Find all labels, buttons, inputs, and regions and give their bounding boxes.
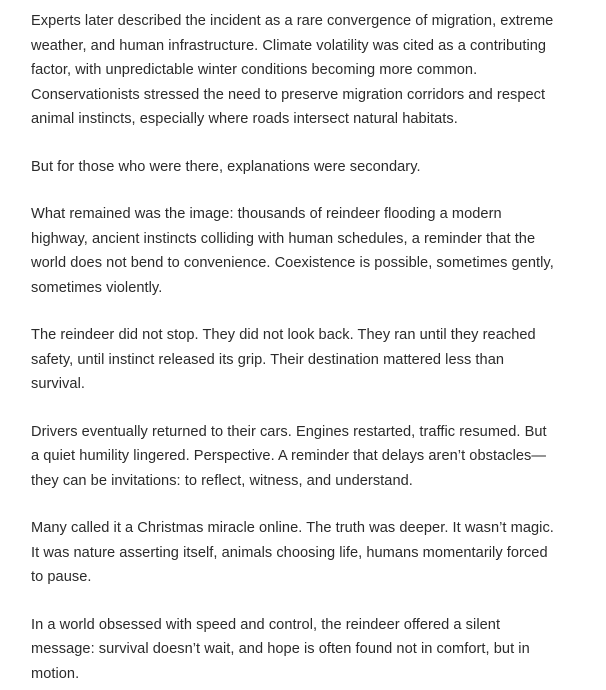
paragraph-image: What remained was the image: thousands of reindeer flooding a modern highway, ancient instincts colliding with human schedules, a reminder that the world does not bend to convenience. Coexistence is possible, sometimes gently, sometimes violently. bbox=[31, 206, 554, 296]
paragraph-christmas-miracle: Many called it a Christmas miracle online. The truth was deeper. It wasn’t magic. It was nature asserting itself, animals choosing life, humans momentarily forced to pause. bbox=[31, 520, 554, 585]
paragraph-drivers: Drivers eventually returned to their cars. Engines restarted, traffic resumed. But a quiet humility lingered. Perspective. A reminder that delays aren’t obstacles— they can be invitations: to reflect, witness, and understand. bbox=[31, 423, 547, 489]
paragraph-experts: Experts later described the incident as a rare convergence of migration, extreme weather, and human infrastructure. Climate volatility was cited as a contributing factor, with unpredictable winter conditions becoming more common. Conservationists stressed the need to preserve migration corridors and respect animal instincts, especially where roads intersect natural habitats. bbox=[31, 13, 554, 127]
paragraph-silent-message: In a world obsessed with speed and control, the reindeer offered a silent message: survival doesn’t wait, and hope is often found not in comfort, but in motion. bbox=[31, 616, 530, 682]
paragraph-explanations: But for those who were there, explanations were secondary. bbox=[31, 158, 421, 175]
paragraph-reindeer-ran: The reindeer did not stop. They did not look back. They ran until they reached safety, until instinct released its grip. Their destination mattered less than survival. bbox=[31, 327, 536, 392]
